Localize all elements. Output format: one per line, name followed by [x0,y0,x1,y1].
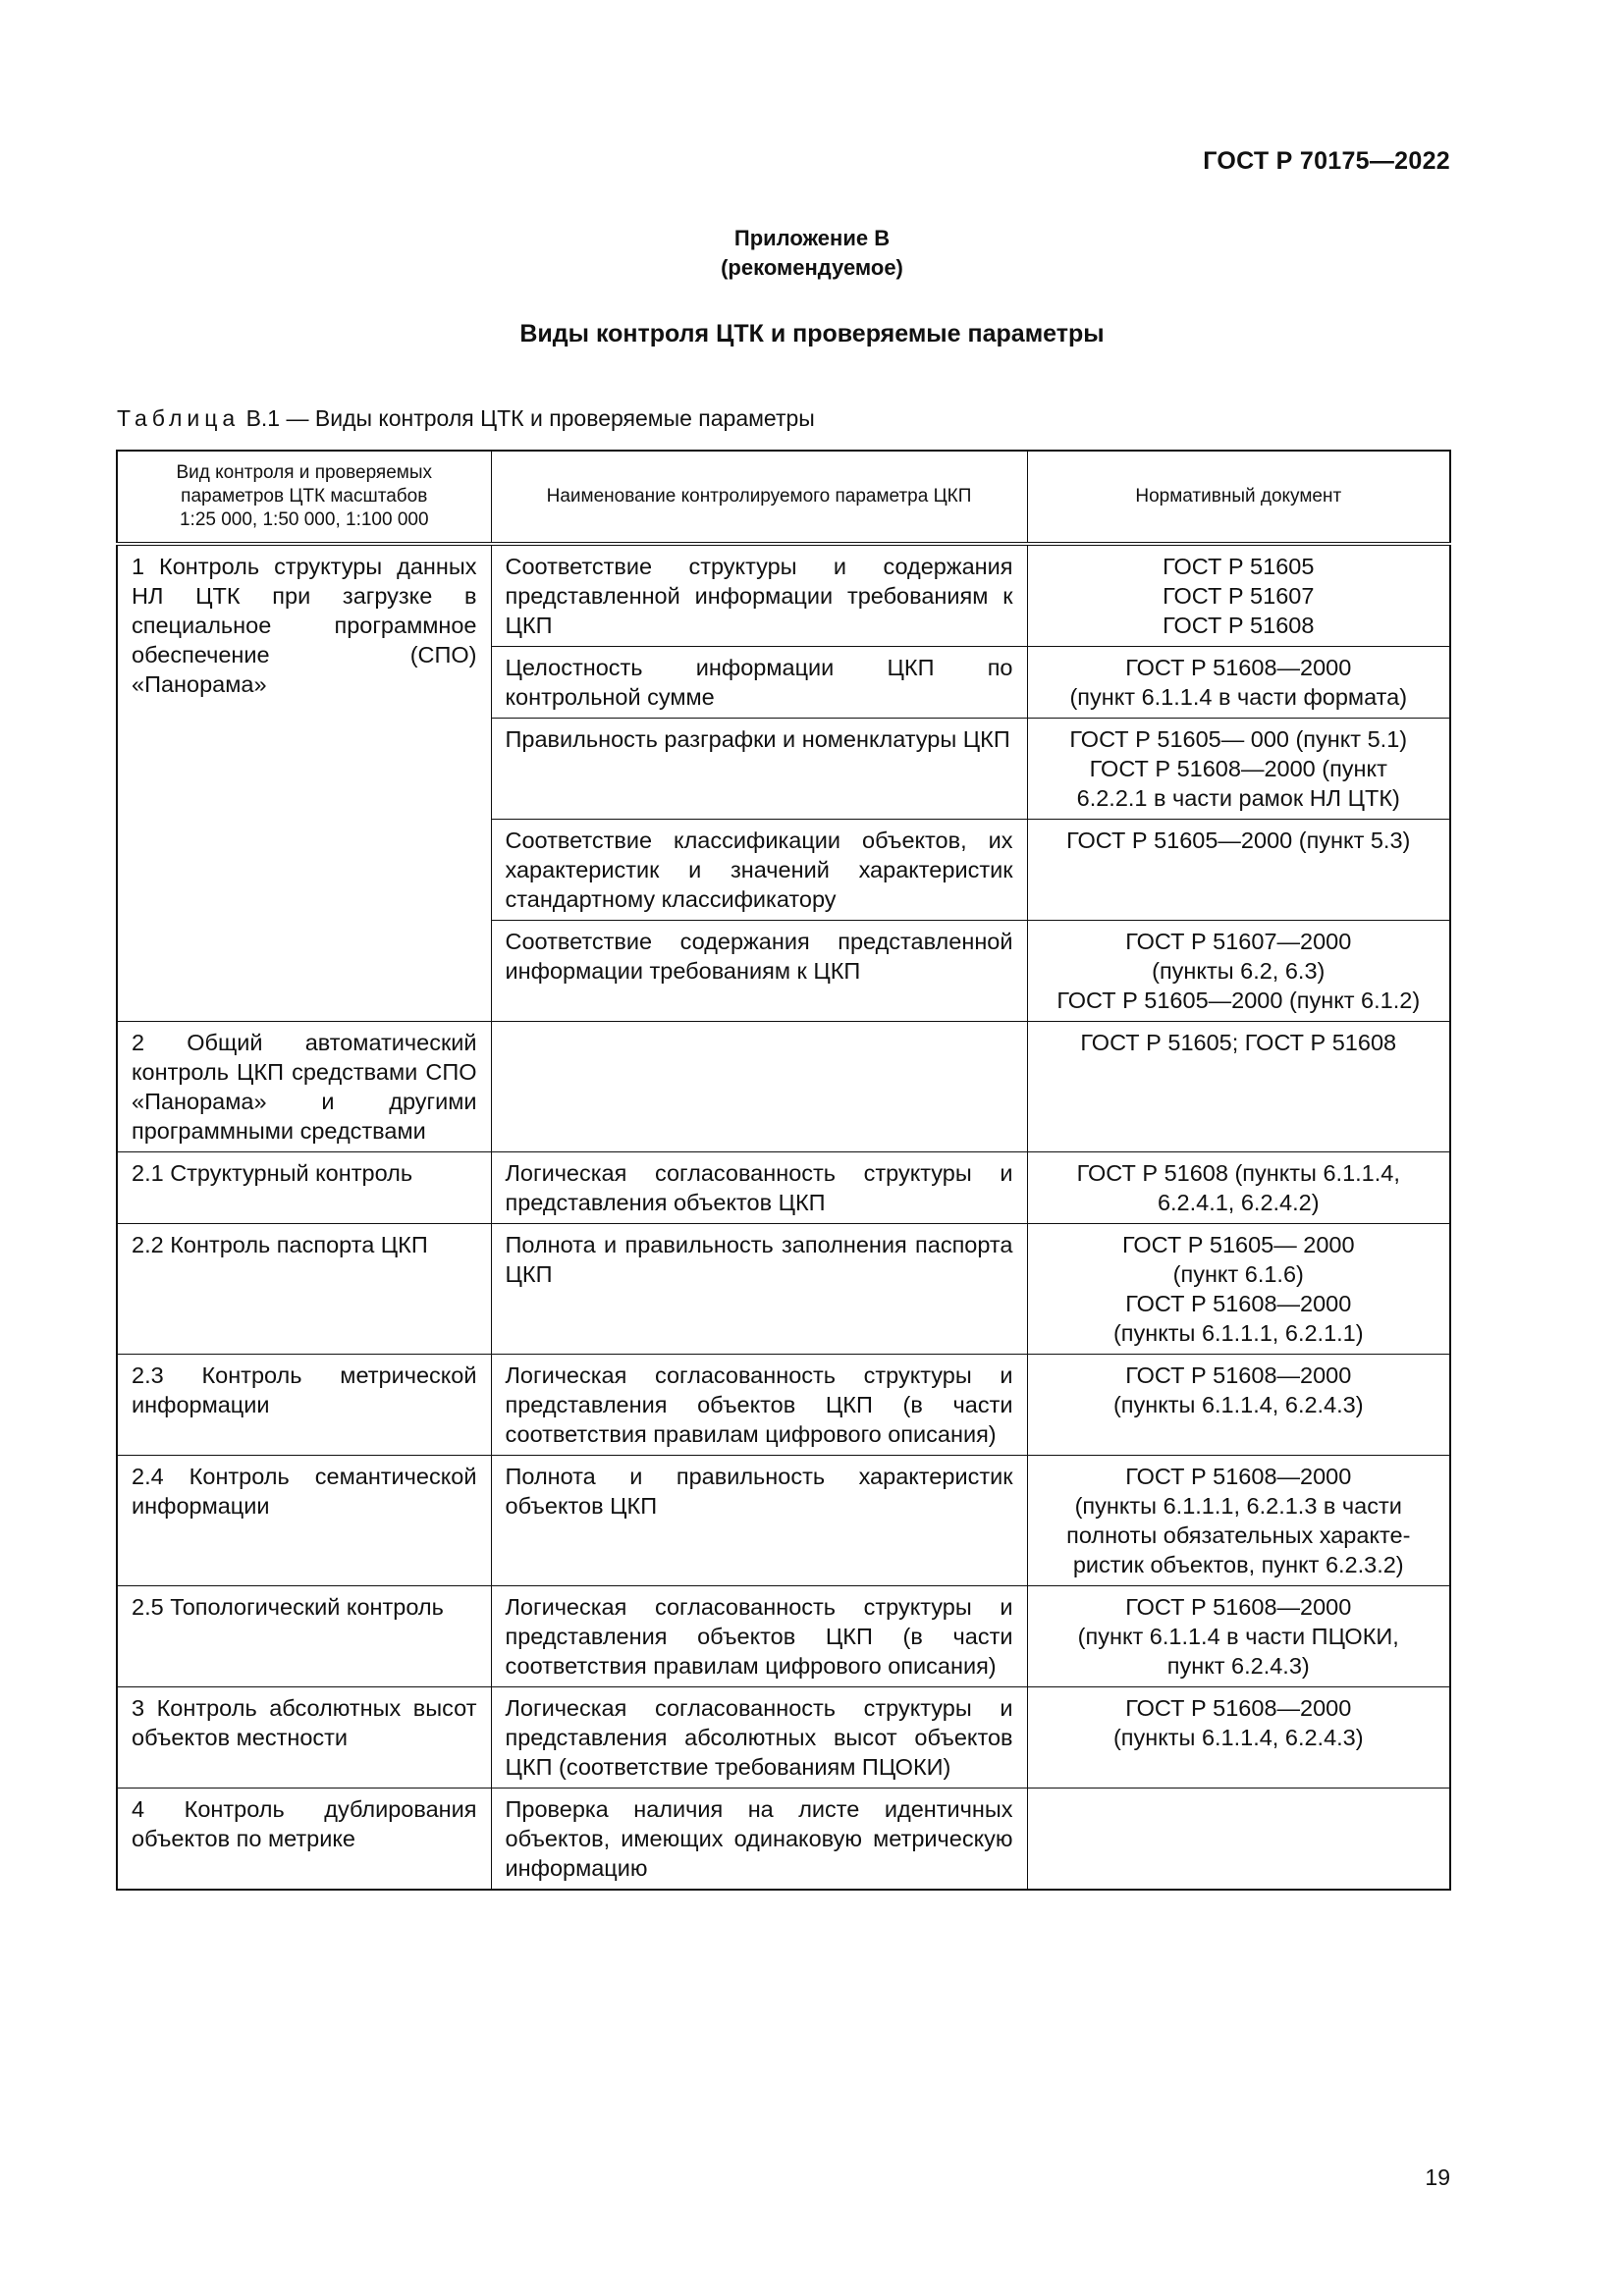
section-title: Виды контроля ЦТК и проверяемые параметры [519,320,1105,347]
control-type-cell: 2.3 Контроль метрической информации [117,1355,491,1456]
doc-line: (пункты 6.1.1.4, 6.2.4.3) [1112,1725,1364,1750]
normative-doc-cell [1027,544,1450,647]
doc-line: ГОСТ Р 51608—2000 [1125,1594,1352,1620]
doc-line: ГОСТ Р 51607—2000 [1125,929,1352,954]
table-caption-prefix: Таблица [117,405,241,431]
doc-line: ГОСТ Р 51608—2000 [1125,1362,1352,1388]
doc-line: ГОСТ Р 51605—2000 (пункт 6.1.2) [1056,988,1421,1013]
doc-line: ГОСТ Р 51605; ГОСТ Р 51608 [1080,1030,1397,1055]
doc-line: ГОСТ Р 51608 [1163,613,1315,638]
table-row [117,1456,1450,1586]
parameter-cell: Целостность информации ЦКП по контрольной сумме [491,647,1027,719]
table-header-row [117,451,1450,544]
normative-doc-cell [1027,1586,1450,1687]
parameter-cell: Полнота и правильность характеристик объектов ЦКП [491,1456,1027,1586]
normative-doc-cell [1027,921,1450,1022]
normative-doc-cell [1027,1789,1450,1891]
control-type-cell: 1 Контроль структуры данных НЛ ЦТК при загрузке в специальное программное обеспечение (СПО) «Панорама» [117,544,491,1022]
doc-line: ГОСТ Р 51605—2000 (пункт 5.3) [1066,828,1411,853]
parameter-cell: Проверка наличия на листе идентичных объектов, имеющих одинаковую метрическую информацию [491,1789,1027,1891]
doc-line: ГОСТ Р 51608 (пункты 6.1.1.4, [1076,1160,1400,1186]
control-type-cell: 2.2 Контроль паспорта ЦКП [117,1224,491,1355]
header-parameter [491,451,1027,544]
header-line: Нормативный документ [1135,486,1342,507]
doc-line: (пункты 6.1.1.4, 6.2.4.3) [1112,1392,1364,1417]
doc-line: (пункт 6.1.6) [1172,1261,1304,1287]
parameter-cell: Логическая согласованность структуры и представления абсолютных высот объектов ЦКП (соответствие требованиям ПЦОКИ) [491,1687,1027,1789]
header-control-type [117,451,491,544]
table-row [117,1687,1450,1789]
doc-line: ГОСТ Р 51605 [1163,554,1315,579]
normative-doc-cell [1027,1224,1450,1355]
parameter-cell: Соответствие структуры и содержания представленной информации требованиям к ЦКП [491,544,1027,647]
doc-line: (пункты 6.1.1.1, 6.2.1.1) [1112,1320,1364,1346]
doc-line: ГОСТ Р 51608—2000 (пункт [1089,756,1387,781]
normative-doc-cell [1027,1687,1450,1789]
page-number: 19 [1425,2164,1450,2190]
header-line: Вид контроля и проверяемых [176,462,432,483]
control-types-table [116,450,1451,1891]
doc-line: (пункты 6.2, 6.3) [1152,958,1326,984]
parameter-cell: Полнота и правильность заполнения паспорта ЦКП [491,1224,1027,1355]
normative-doc-cell [1027,647,1450,719]
parameter-cell: Логическая согласованность структуры и представления объектов ЦКП (в части соответствия правилам цифрового описания) [491,1355,1027,1456]
doc-line: полноты обязательных характе- [1066,1522,1411,1548]
table-row [117,1152,1450,1224]
normative-doc-cell [1027,1152,1450,1224]
doc-line: ГОСТ Р 51608—2000 [1125,1464,1352,1489]
doc-line: (пункт 6.1.1.4 в части ПЦОКИ, [1077,1624,1399,1649]
table-row [117,1224,1450,1355]
doc-line: ГОСТ Р 51608—2000 [1125,1695,1352,1721]
table-row [117,544,1450,647]
parameter-cell: Логическая согласованность структуры и представления объектов ЦКП (в части соответствия правилам цифрового описания) [491,1586,1027,1687]
doc-line: (пункт 6.1.1.4 в части формата) [1069,684,1408,710]
header-line: Наименование контролируемого параметра ЦКП [546,486,972,507]
parameter-cell: Логическая согласованность структуры и представления объектов ЦКП [491,1152,1027,1224]
table-caption-text: В.1 — Виды контроля ЦТК и проверяемые параметры [240,405,815,431]
normative-doc-cell [1027,719,1450,820]
control-type-cell: 3 Контроль абсолютных высот объектов местности [117,1687,491,1789]
table-row [117,1022,1450,1152]
doc-line: (пункты 6.1.1.1, 6.2.1.3 в части [1074,1493,1402,1519]
normative-doc-cell [1027,1022,1450,1152]
normative-doc-cell [1027,820,1450,921]
doc-line: ГОСТ Р 51607 [1163,583,1315,609]
parameter-cell: Соответствие содержания представленной информации требованиям к ЦКП [491,921,1027,1022]
header-normative-doc [1027,451,1450,544]
table-row [117,1355,1450,1456]
control-type-cell: 2.1 Структурный контроль [117,1152,491,1224]
parameter-cell: Правильность разграфки и номенклатуры ЦКП [491,719,1027,820]
parameter-cell [491,1022,1027,1152]
normative-doc-cell [1027,1355,1450,1456]
table-row [117,1586,1450,1687]
document-code: ГОСТ Р 70175—2022 [1203,147,1450,175]
doc-line: пункт 6.2.4.3) [1166,1653,1310,1679]
appendix-title: Приложение В [733,226,891,250]
control-type-cell: 4 Контроль дублирования объектов по метрике [117,1789,491,1891]
normative-doc-cell [1027,1456,1450,1586]
appendix-heading [0,224,1624,283]
table-caption [117,405,815,432]
parameter-cell: Соответствие классификации объектов, их характеристик и значений характеристик стандартному классификатору [491,820,1027,921]
doc-line: 6.2.4.1, 6.2.4.2) [1157,1190,1320,1215]
doc-line: 6.2.2.1 в части рамок НЛ ЦТК) [1076,785,1400,811]
doc-line: ГОСТ Р 51605— 000 (пункт 5.1) [1069,726,1408,752]
control-type-cell: 2 Общий автоматический контроль ЦКП средствами СПО «Панорама» и другими программными средствами [117,1022,491,1152]
control-type-cell: 2.4 Контроль семантической информации [117,1456,491,1586]
doc-line: ристик объектов, пункт 6.2.3.2) [1072,1552,1404,1577]
table-row [117,1789,1450,1891]
control-type-cell: 2.5 Топологический контроль [117,1586,491,1687]
doc-line: ГОСТ Р 51608—2000 [1125,1291,1352,1316]
header-line: параметров ЦТК масштабов [181,486,428,507]
doc-line: ГОСТ Р 51608—2000 [1125,655,1352,680]
doc-line: ГОСТ Р 51605— 2000 [1121,1232,1355,1257]
header-line: 1:25 000, 1:50 000, 1:100 000 [179,509,429,530]
appendix-status: (рекомендуемое) [721,255,903,280]
